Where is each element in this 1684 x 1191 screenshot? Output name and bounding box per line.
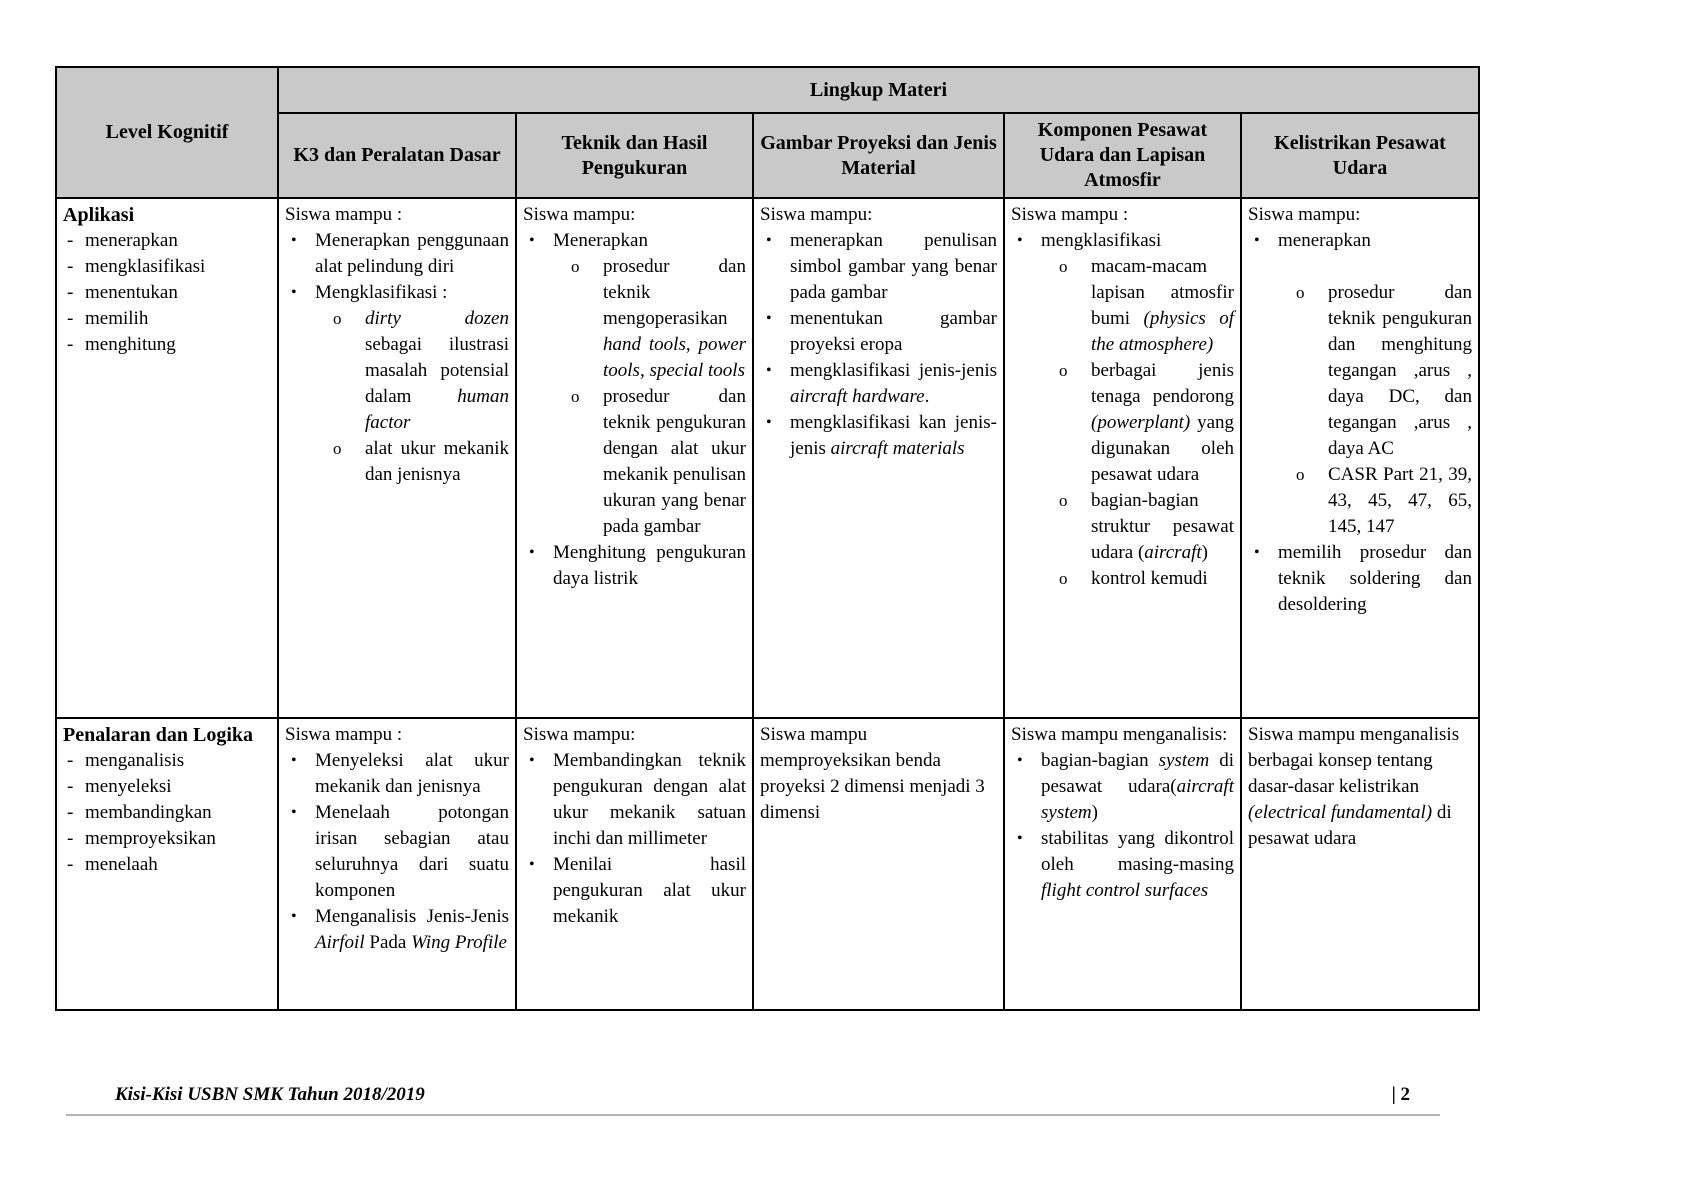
item-text: memilih prosedur dan teknik soldering dan desoldering <box>1278 542 1472 615</box>
dash-marker: - <box>67 776 74 797</box>
column-header: Teknik dan Hasil Pengukuran <box>516 113 753 198</box>
footer-document-title: Kisi-Kisi USBN SMK Tahun 2018/2019 <box>115 1084 425 1105</box>
item-text: Menelaah potongan irisan sebagian atau seluruhnya dari suatu komponen <box>315 802 509 901</box>
sub-bullet-item <box>1248 462 1472 540</box>
level-item <box>63 852 271 878</box>
column-header: K3 dan Peralatan Dasar <box>278 113 516 198</box>
dash-marker: - <box>67 308 74 329</box>
blank-line <box>1248 254 1472 280</box>
materi-cell <box>516 198 753 718</box>
bullet-item <box>1011 826 1234 904</box>
item-text: mengklasifikasi <box>85 256 206 277</box>
level-item <box>63 774 271 800</box>
item-text: menerapkan <box>85 230 178 251</box>
item-text: menganalisis <box>85 750 185 771</box>
sub-bullet-item <box>1011 254 1234 358</box>
item-text: Menyeleksi alat ukur mekanik dan jenisnya <box>315 750 509 797</box>
bullet-marker: • <box>1254 544 1260 561</box>
bullet-marker: • <box>529 752 535 769</box>
level-kognitif-cell <box>56 198 278 718</box>
item-text: Menerapkan <box>553 230 648 251</box>
dash-marker: - <box>67 282 74 303</box>
bullet-item <box>523 852 746 930</box>
dash-marker: - <box>67 230 74 251</box>
item-text: menentukan gambar proyeksi eropa <box>790 308 997 355</box>
kisi-kisi-table <box>55 66 1480 1011</box>
item-text: stabilitas yang dikontrol oleh masing-masing flight control surfaces <box>1041 828 1234 901</box>
bullet-marker: • <box>766 310 772 327</box>
level-item <box>63 280 271 306</box>
circle-marker: o <box>333 439 342 458</box>
bullet-item <box>285 748 509 800</box>
item-text: prosedur dan teknik pengukuran dengan alat ukur mekanik penulisan ukuran yang benar pada gambar <box>603 386 746 537</box>
bullet-item <box>1248 540 1472 618</box>
circle-marker: o <box>1296 283 1305 302</box>
bullet-marker: • <box>1017 752 1023 769</box>
bullet-item <box>285 800 509 904</box>
materi-cell <box>516 718 753 1010</box>
sub-bullet-item <box>523 384 746 540</box>
bullet-marker: • <box>766 232 772 249</box>
cell-intro: Siswa mampu: <box>523 204 636 225</box>
materi-cell <box>1241 198 1479 718</box>
level-item <box>63 748 271 774</box>
item-text: bagian-bagian struktur pesawat udara (aircraft) <box>1091 490 1234 563</box>
item-text: menghitung <box>85 334 176 355</box>
item-text: Menghitung pengukuran daya listrik <box>553 542 746 589</box>
bullet-marker: • <box>291 752 297 769</box>
materi-cell <box>753 718 1004 1010</box>
item-text: memilih <box>85 308 149 329</box>
item-text: dirty dozen sebagai ilustrasi masalah potensial dalam human factor <box>365 308 509 433</box>
cell-intro: Siswa mampu: <box>523 724 636 745</box>
bullet-marker: • <box>291 908 297 925</box>
bullet-item <box>523 540 746 592</box>
level-item <box>63 254 271 280</box>
circle-marker: o <box>333 309 342 328</box>
item-text: macam-macam lapisan atmosfir bumi (physics of the atmosphere) <box>1091 256 1234 355</box>
cell-intro: Siswa mampu menganalisis: <box>1011 724 1228 745</box>
bullet-item <box>523 228 746 254</box>
bullet-item <box>523 748 746 852</box>
cell-intro: Siswa mampu : <box>1011 204 1129 225</box>
item-text: mengklasifikasi kan jenis-jenis aircraft materials <box>790 412 997 459</box>
item-text: CASR Part 21, 39, 43, 45, 47, 65, 145, 147 <box>1328 464 1472 537</box>
cell-intro: Siswa mampu: <box>1248 204 1361 225</box>
level-item <box>63 332 271 358</box>
cell-paragraph: Siswa mampu memproyeksikan benda proyeksi 2 dimensi menjadi 3 dimensi <box>760 724 985 823</box>
sub-bullet-item <box>1248 280 1472 462</box>
sub-bullet-item <box>1011 488 1234 566</box>
bullet-marker: • <box>1254 232 1260 249</box>
sub-bullet-item <box>1011 566 1234 592</box>
materi-cell <box>1004 198 1241 718</box>
bullet-marker: • <box>766 414 772 431</box>
item-text: menelaah <box>85 854 158 875</box>
bullet-item <box>285 228 509 280</box>
level-item <box>63 306 271 332</box>
sub-bullet-item <box>285 306 509 436</box>
circle-marker: o <box>571 387 580 406</box>
dash-marker: - <box>67 802 74 823</box>
item-text: Mengklasifikasi : <box>315 282 448 303</box>
circle-marker: o <box>571 257 580 276</box>
materi-cell <box>278 718 516 1010</box>
circle-marker: o <box>1059 257 1068 276</box>
column-header: Kelistrikan Pesawat Udara <box>1241 113 1479 198</box>
item-text: menentukan <box>85 282 178 303</box>
table-body <box>56 198 1479 1010</box>
materi-cell <box>278 198 516 718</box>
bullet-item <box>760 358 997 410</box>
bullet-marker: • <box>291 284 297 301</box>
item-text: mengklasifikasi jenis-jenis aircraft hardware. <box>790 360 997 407</box>
dash-marker: - <box>67 828 74 849</box>
column-header: Gambar Proyeksi dan Jenis Material <box>753 113 1004 198</box>
materi-cell <box>1241 718 1479 1010</box>
item-text: membandingkan <box>85 802 212 823</box>
level-item <box>63 228 271 254</box>
item-text: prosedur dan teknik pengukuran dan menghitung tegangan ,arus , daya DC, dan tegangan ,arus , daya AC <box>1328 282 1472 459</box>
level-item <box>63 800 271 826</box>
bullet-marker: • <box>291 804 297 821</box>
item-text: kontrol kemudi <box>1091 568 1208 589</box>
dash-marker: - <box>67 256 74 277</box>
cell-intro: Siswa mampu: <box>760 204 873 225</box>
item-text: menerapkan <box>1278 230 1371 251</box>
circle-marker: o <box>1296 465 1305 484</box>
item-text: berbagai jenis tenaga pendorong (powerplant) yang digunakan oleh pesawat udara <box>1091 360 1234 485</box>
cell-paragraph: Siswa mampu menganalisis berbagai konsep tentang dasar-dasar kelistrikan (electrical fundamental) di pesawat udara <box>1248 724 1460 849</box>
sub-bullet-item <box>523 254 746 384</box>
table-row <box>56 198 1479 718</box>
bullet-item <box>760 410 997 462</box>
item-text: bagian-bagian system di pesawat udara(aircraft system) <box>1041 750 1234 823</box>
materi-cell <box>753 198 1004 718</box>
bullet-marker: • <box>529 544 535 561</box>
bullet-marker: • <box>529 232 535 249</box>
bullet-marker: • <box>291 232 297 249</box>
item-text: Menerapkan penggunaan alat pelindung diri <box>315 230 509 277</box>
dash-marker: - <box>67 750 74 771</box>
bullet-item <box>1011 748 1234 826</box>
table-row <box>56 718 1479 1010</box>
bullet-marker: • <box>1017 830 1023 847</box>
level-title: Aplikasi <box>63 204 135 226</box>
corner-header-level-kognitif: Level Kognitif <box>56 67 278 198</box>
page-footer <box>66 1084 1440 1116</box>
item-text: Menganalisis Jenis-Jenis Airfoil Pada Wing Profile <box>315 906 509 953</box>
sub-bullet-item <box>285 436 509 488</box>
bullet-item <box>285 904 509 956</box>
bullet-item <box>760 228 997 306</box>
span-header-lingkup-materi: Lingkup Materi <box>278 67 1479 113</box>
sub-bullet-item <box>1011 358 1234 488</box>
circle-marker: o <box>1059 491 1068 510</box>
circle-marker: o <box>1059 569 1068 588</box>
bullet-marker: • <box>529 856 535 873</box>
item-text: memproyeksikan <box>85 828 216 849</box>
bullet-item <box>1011 228 1234 254</box>
level-kognitif-cell <box>56 718 278 1010</box>
item-text: menyeleksi <box>85 776 172 797</box>
circle-marker: o <box>1059 361 1068 380</box>
item-text: prosedur dan teknik mengoperasikan hand tools, power tools, special tools <box>603 256 747 381</box>
bullet-item <box>760 306 997 358</box>
bullet-item <box>1248 228 1472 254</box>
bullet-item <box>285 280 509 306</box>
materi-cell <box>1004 718 1241 1010</box>
dash-marker: - <box>67 854 74 875</box>
level-title: Penalaran dan Logika <box>63 724 254 746</box>
item-text: alat ukur mekanik dan jenisnya <box>365 438 509 485</box>
level-item <box>63 826 271 852</box>
item-text: Membandingkan teknik pengukuran dengan alat ukur mekanik satuan inchi dan millimeter <box>553 750 746 849</box>
dash-marker: - <box>67 334 74 355</box>
item-text: mengklasifikasi <box>1041 230 1162 251</box>
cell-intro: Siswa mampu : <box>285 724 403 745</box>
bullet-marker: • <box>1017 232 1023 249</box>
footer-page-number: | 2 <box>1391 1084 1410 1105</box>
item-text: menerapkan penulisan simbol gambar yang benar pada gambar <box>790 230 997 303</box>
cell-intro: Siswa mampu : <box>285 204 403 225</box>
item-text: Menilai hasil pengukuran alat ukur mekanik <box>553 854 746 927</box>
column-header: Komponen Pesawat Udara dan Lapisan Atmosfir <box>1004 113 1241 198</box>
bullet-marker: • <box>766 362 772 379</box>
